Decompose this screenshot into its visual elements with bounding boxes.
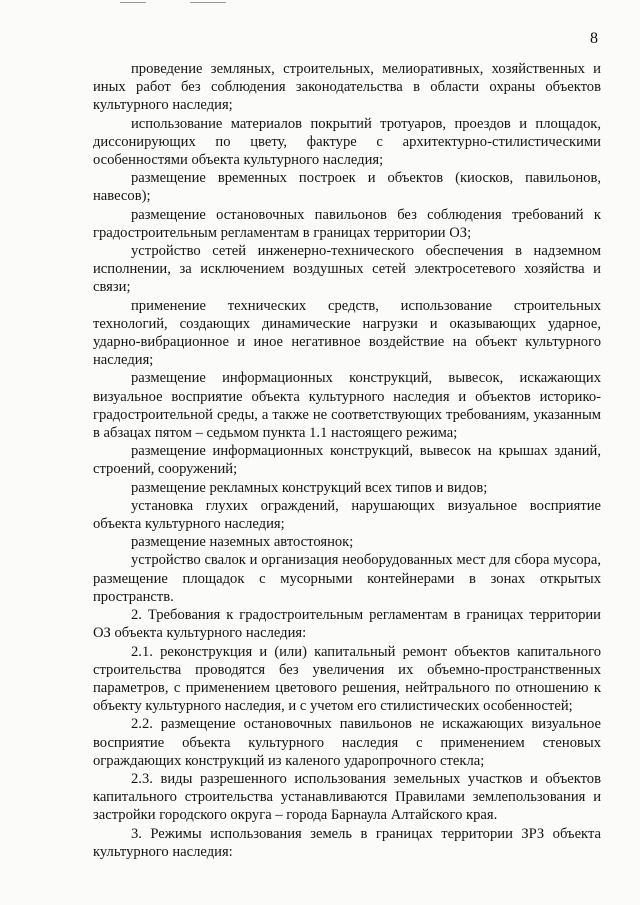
paragraph: размещение наземных автостоянок;	[131, 534, 354, 551]
paragraph: применение технических средств, использование строительных технологий, создающих динамические нагрузки и оказывающих ударное, ударно-вибрационное и иное негативное воздействие на объект культурного наследия;	[93, 297, 601, 369]
paragraph: использование материалов покрытий тротуаров, проездов и площадок, диссонирующих по цвету, фактуре с архитектурно-стилистическими особенностями объекта культурного наследия;	[93, 115, 601, 169]
paragraph: установка глухих ограждений, нарушающих визуальное восприятие объекта культурного наследия;	[93, 497, 601, 533]
paragraph: 2.1. реконструкция и (или) капитальный ремонт объектов капитального строительства проводятся без увеличения их объемно-пространственных параметров, с применением цветового решения, нейтрального по отношению к объекту культурного наследия, и с учетом его стилистических особенностей;	[93, 643, 601, 715]
paragraph: размещение остановочных павильонов без соблюдения требований к градостроительным регламентам в границах территории ОЗ;	[93, 206, 601, 241]
paragraph: 2.3. виды разрешенного использования земельных участков и объектов капитального строительства устанавливаются Правилами землепользования и застройки городского округа – города Барнаула Алтайского края.	[93, 770, 601, 824]
section-heading: 3. Режимы использования земель в границах территории ЗРЗ объекта культурного наследия:	[93, 825, 601, 860]
paragraph: размещение информационных конструкций, вывесок на крышах зданий, строений, сооружений;	[93, 443, 601, 478]
scan-edge-mark	[190, 2, 226, 3]
paragraph: устройство свалок и организация необорудованных мест для сбора мусора, размещение площадок с мусорными контейнерами в зонах открытых пространств.	[93, 552, 601, 605]
section-heading: 2. Требования к градостроительным регламентам в границах территории ОЗ объекта культурного наследия:	[93, 607, 601, 642]
paragraph: проведение земляных, строительных, мелиоративных, хозяйственных и иных работ без соблюдения законодательства в области охраны объектов культурного наследия;	[93, 61, 601, 114]
scan-edge-mark	[120, 2, 146, 3]
document-body	[93, 60, 601, 861]
paragraph: размещение рекламных конструкций всех типов и видов;	[131, 479, 488, 496]
paragraph: размещение информационных конструкций, вывесок, искажающих визуальное восприятие объекта культурного наследия и объектов историко-градостроительной среды, а также не соответствующих требованиям, указанным в абзацах пятом – седьмом пункта 1.1 настоящего режима;	[93, 370, 601, 442]
paragraph: размещение временных построек и объектов (киосков, павильонов, навесов);	[93, 170, 601, 205]
paragraph: устройство сетей инженерно-технического обеспечения в надземном исполнении, за исключением воздушных сетей электросетевого хозяйства и связи;	[93, 243, 601, 296]
page-number: 8	[590, 30, 598, 47]
paragraph: 2.2. размещение остановочных павильонов не искажающих визуальное восприятие объекта культурного наследия с применением стеновых ограждающих конструкций из каленого ударопрочного стекла;	[93, 716, 601, 769]
